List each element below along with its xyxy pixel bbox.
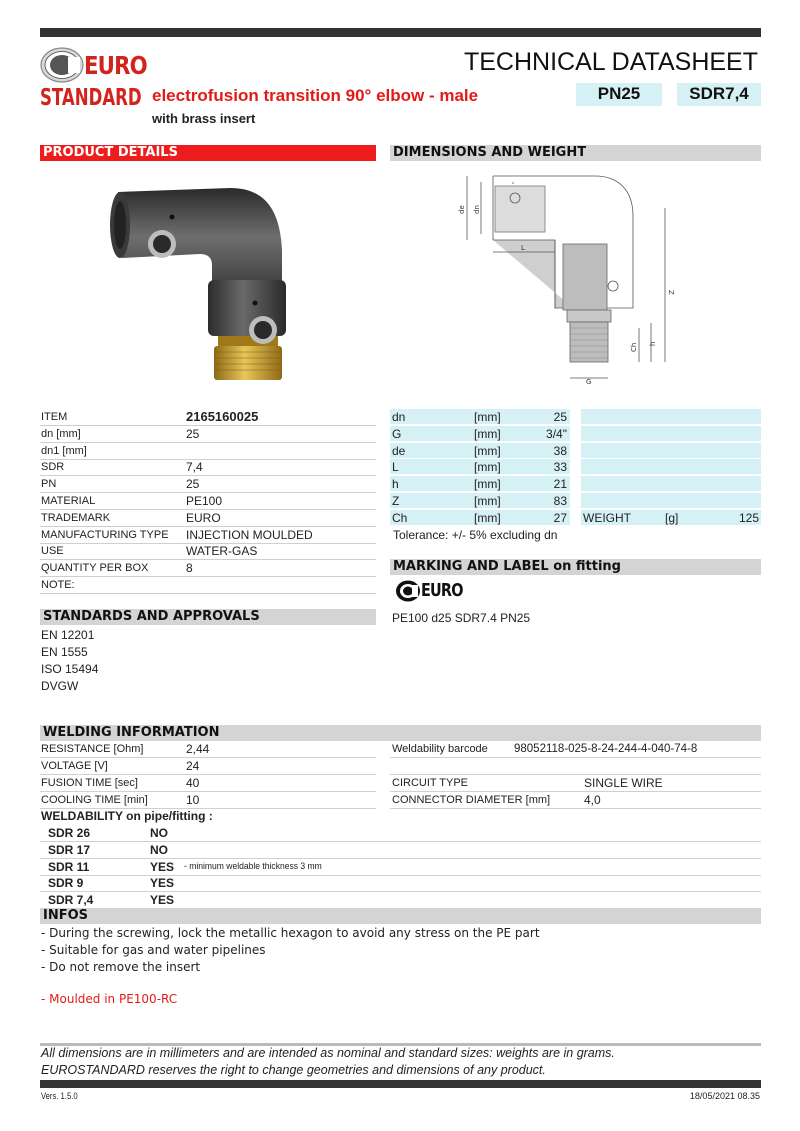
detail-value: 2165160025 — [186, 409, 259, 424]
date-text: 18/05/2021 08.35 — [689, 1091, 760, 1101]
product-detail-row — [40, 527, 376, 544]
product-detail-row — [40, 577, 376, 594]
dimension-unit: [mm] — [474, 494, 501, 508]
weight-value: 125 — [738, 510, 759, 525]
welding-row — [40, 758, 376, 775]
technical-drawing — [455, 168, 685, 388]
infos-list — [41, 925, 540, 976]
detail-value: 8 — [186, 561, 193, 576]
weldability-sdr: SDR 17 — [48, 842, 91, 857]
info-line: - Do not remove the insert — [41, 960, 201, 974]
document-title: TECHNICAL DATASHEET — [463, 48, 758, 76]
infos-header: INFOS — [40, 908, 761, 924]
circuit-value: SINGLE WIRE — [584, 776, 663, 790]
drawing-label-h: h — [649, 341, 657, 346]
standard-item: EN 12201 — [41, 628, 95, 642]
sdr-badge: SDR7,4 — [677, 83, 761, 106]
welding-row — [40, 775, 376, 792]
dimension-row — [390, 459, 570, 475]
detail-value: EURO — [186, 510, 221, 525]
weldability-result: YES — [150, 876, 175, 891]
blank-row — [390, 758, 761, 775]
product-detail-row — [40, 409, 376, 426]
weldability-row — [40, 842, 761, 859]
dimension-unit: [mm] — [474, 426, 501, 441]
dimension-unit: [mm] — [474, 443, 501, 458]
welding-row — [40, 741, 376, 758]
detail-label: MANUFACTURING TYPE — [41, 528, 169, 541]
dimension-name: dn — [392, 410, 406, 424]
weldability-title: WELDABILITY on pipe/fitting : — [41, 809, 213, 823]
brand-top-text: EURO — [84, 51, 147, 80]
product-detail-row — [40, 560, 376, 577]
welding-value: 10 — [186, 793, 200, 807]
pn-badge: PN25 — [576, 83, 662, 106]
standard-item: DVGW — [41, 679, 79, 693]
tolerance-text: Tolerance: +/- 5% excluding dn — [393, 528, 558, 542]
dimension-side-cell — [581, 476, 761, 492]
dimension-side-cell — [581, 493, 761, 509]
dimension-unit: [mm] — [474, 477, 501, 492]
dimension-side-cell — [581, 426, 761, 442]
footer-bar — [40, 1080, 761, 1088]
drawing-label-G: G — [586, 378, 592, 386]
standard-item: ISO 15494 — [41, 662, 99, 676]
dimension-row — [390, 426, 570, 442]
welding-row — [40, 792, 376, 809]
product-detail-row — [40, 443, 376, 460]
product-detail-row — [40, 543, 376, 560]
dimension-value: 38 — [553, 443, 567, 458]
dimensions-weight-header: DIMENSIONS AND WEIGHT — [390, 145, 761, 161]
detail-label: MATERIAL — [41, 495, 96, 507]
info-line: - During the screwing, lock the metallic hexagon to avoid any stress on the PE part — [41, 926, 540, 940]
product-detail-row — [40, 426, 376, 443]
weldability-row — [40, 892, 761, 909]
weight-unit: [g] — [665, 510, 679, 525]
detail-label: QUANTITY PER BOX — [41, 562, 149, 575]
dimension-row — [390, 443, 570, 459]
dimension-row — [390, 409, 570, 425]
barcode-label: Weldability barcode — [392, 743, 488, 755]
detail-label: PN — [41, 478, 57, 491]
dimension-value: 25 — [553, 410, 567, 424]
weldability-row — [40, 825, 761, 842]
product-title: electrofusion transition 90° elbow - male — [152, 86, 479, 105]
info-line: - Suitable for gas and water pipelines — [41, 943, 266, 957]
product-subtitle: with brass insert — [152, 111, 256, 126]
eurostandard-logo — [40, 45, 147, 120]
dimension-unit: [mm] — [474, 410, 501, 424]
dimension-row — [390, 510, 570, 526]
dimension-unit: [mm] — [474, 460, 501, 475]
welding-value: 2,44 — [186, 742, 210, 756]
weldability-result: YES — [150, 859, 175, 874]
standards-header: STANDARDS AND APPROVALS — [40, 609, 376, 625]
infos-red-line: - Moulded in PE100-RC — [41, 992, 178, 1006]
weight-row — [581, 510, 761, 526]
detail-value: INJECTION MOULDED — [186, 527, 313, 542]
dimension-row — [390, 493, 570, 509]
welding-value: 40 — [186, 776, 200, 790]
standards-list — [41, 627, 98, 695]
drawing-label-L: L — [521, 244, 525, 252]
detail-value: PE100 — [186, 494, 223, 508]
dimension-value: 83 — [553, 494, 567, 508]
welding-label: FUSION TIME [sec] — [41, 777, 138, 789]
weldability-result: NO — [150, 842, 168, 857]
marking-label: PE100 d25 SDR7.4 PN25 — [392, 611, 531, 625]
weldability-result: YES — [150, 893, 175, 908]
marking-logo — [395, 579, 467, 603]
dimension-side-cell — [581, 443, 761, 459]
marking-logo-text: EURO — [421, 580, 463, 601]
drawing-label-Ch: Ch — [630, 342, 638, 352]
footer-disclaimer-2: EUROSTANDARD reserves the right to change geometries and dimensions of any product. — [41, 1063, 546, 1077]
product-image — [100, 170, 300, 385]
detail-value: WATER-GAS — [186, 544, 258, 559]
dimension-row — [390, 476, 570, 492]
detail-value: 25 — [186, 477, 200, 492]
connector-label: CONNECTOR DIAMETER [mm] — [392, 794, 551, 806]
dimension-unit: [mm] — [474, 510, 501, 525]
version-text: Vers. 1.5.0 — [41, 1091, 78, 1101]
drawing-label-dn: dn — [473, 205, 481, 214]
barcode-value: 98052118-025-8-24-244-4-040-74-8 — [514, 743, 698, 755]
drawing-label-Z: Z — [667, 290, 675, 295]
connector-value: 4,0 — [584, 793, 601, 807]
welding-label: VOLTAGE [V] — [41, 760, 108, 772]
product-detail-row — [40, 510, 376, 527]
dimension-name: h — [392, 477, 399, 492]
weldability-sdr: SDR 7,4 — [48, 893, 94, 908]
dimension-name: G — [392, 426, 402, 441]
detail-label: SDR — [41, 461, 65, 474]
welding-label: COOLING TIME [min] — [41, 794, 148, 806]
weldability-note: - minimum weldable thickness 3 mm — [184, 860, 322, 872]
dimension-value: 21 — [553, 477, 567, 492]
weldability-row — [40, 859, 761, 876]
product-detail-row — [40, 476, 376, 493]
connector-row — [390, 792, 761, 809]
brand-bottom-text: STANDARD — [40, 85, 142, 111]
detail-label: ITEM — [41, 411, 68, 423]
welding-header: WELDING INFORMATION — [40, 725, 761, 741]
circuit-label: CIRCUIT TYPE — [392, 777, 468, 789]
standard-item: EN 1555 — [41, 645, 88, 659]
weldability-sdr: SDR 11 — [48, 859, 90, 874]
weight-label: WEIGHT — [583, 510, 631, 525]
detail-label: USE — [41, 545, 64, 558]
drawing-label-de: de — [458, 205, 466, 214]
weldability-sdr: SDR 26 — [48, 826, 91, 840]
marking-header: MARKING AND LABEL on fitting — [390, 559, 761, 575]
detail-label: TRADEMARK — [41, 511, 111, 524]
detail-label: dn1 [mm] — [41, 444, 87, 457]
weldability-sdr: SDR 9 — [48, 876, 84, 891]
dimension-name: de — [392, 443, 406, 458]
detail-value: 25 — [186, 426, 200, 441]
welding-label: RESISTANCE [Ohm] — [41, 743, 144, 755]
dimension-value: 33 — [553, 460, 567, 475]
detail-label: NOTE: — [41, 579, 75, 591]
dimension-value: 3/4" — [546, 426, 567, 441]
dimension-name: Z — [392, 494, 400, 508]
dimension-name: Ch — [392, 510, 408, 525]
welding-value: 24 — [186, 759, 200, 773]
product-detail-row — [40, 493, 376, 510]
dimension-value: 27 — [553, 510, 567, 525]
weldability-result: NO — [150, 826, 168, 840]
product-details-header: PRODUCT DETAILS — [40, 145, 376, 161]
dimension-side-cell — [581, 459, 761, 475]
barcode-row — [390, 741, 761, 758]
dimension-side-cell — [581, 409, 761, 425]
product-detail-row — [40, 459, 376, 476]
dimension-name: L — [392, 460, 399, 475]
weldability-row — [40, 875, 761, 892]
detail-value: 7,4 — [186, 460, 203, 475]
detail-label: dn [mm] — [41, 427, 81, 440]
circuit-row — [390, 775, 761, 792]
footer-disclaimer-1: All dimensions are in millimeters and are intended as nominal and standard sizes: weights are in grams. — [41, 1046, 615, 1060]
top-bar — [40, 28, 761, 37]
